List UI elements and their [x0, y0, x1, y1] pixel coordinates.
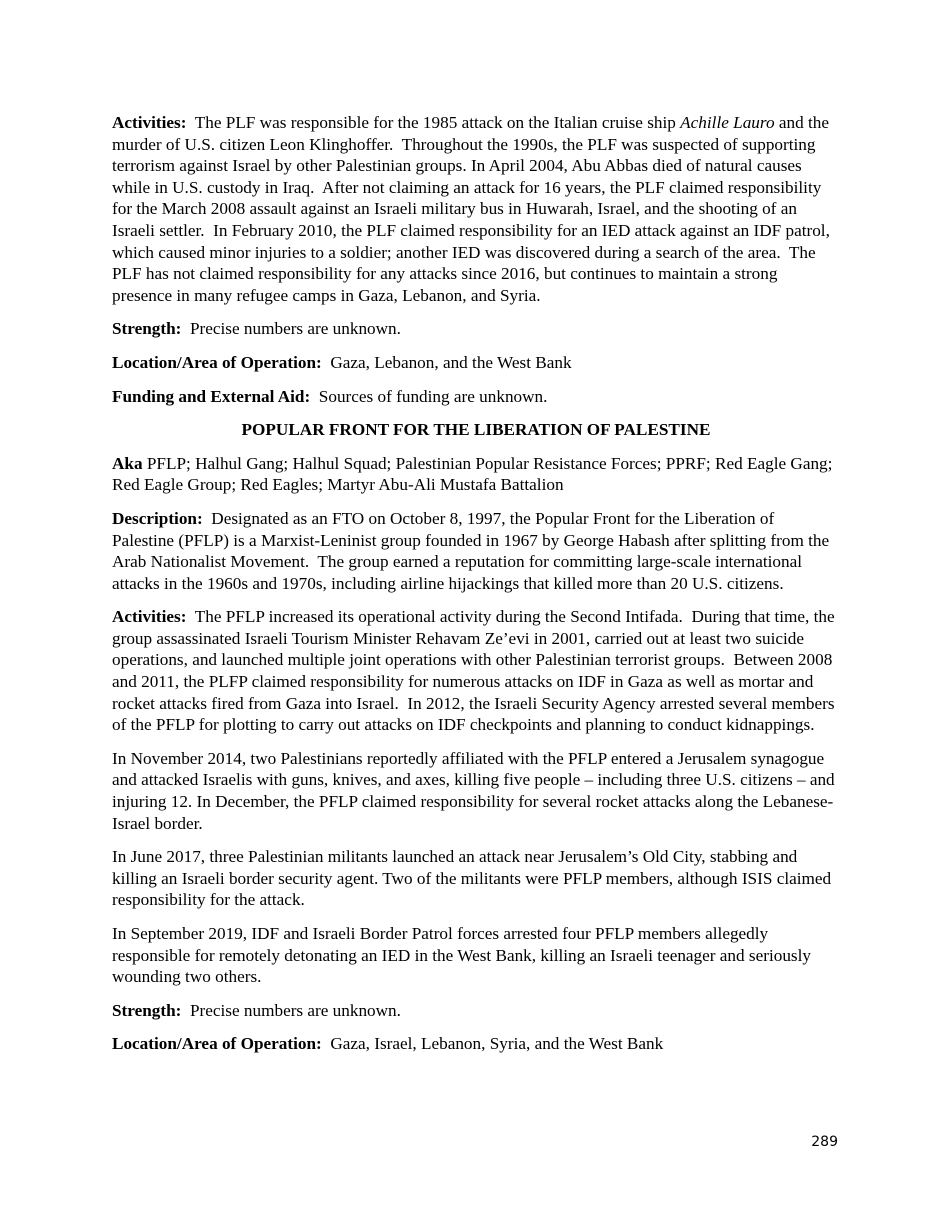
plf-activities-paragraph: [112, 112, 840, 306]
pflp-description-paragraph: [112, 508, 840, 594]
page-number: 289: [811, 1134, 838, 1150]
plf-activities-label: Activities:: [112, 113, 187, 132]
plf-activities-text-end: and the murder of U.S. citizen Leon Klinghoffer. Throughout the 1990s, the PLF was suspected of supporting terrorism against Israel by other Palestinian groups. In April 2004, Abu Abbas died of natural causes while in U.S. custody in Iraq. After not claiming an attack for 16 years, the PLF claimed responsibility for the March 2008 assault against an Israeli military bus in Huwarah, Israel, and the shooting of an Israeli settler. In February 2010, the PLF claimed responsibility for an IED attack against an IDF patrol, which caused minor injuries to a soldier; another IED was discovered during a search of the area. The PLF has not claimed responsibility for any attacks since 2016, but continues to maintain a strong presence in many refugee camps in Gaza, Lebanon, and Syria.: [112, 113, 835, 305]
document-page: [112, 112, 840, 1067]
plf-location-text: Gaza, Lebanon, and the West Bank: [321, 352, 572, 372]
pflp-activities-label: Activities:: [112, 607, 187, 627]
pflp-strength-label: Strength:: [112, 1000, 182, 1020]
pflp-section-heading: POPULAR FRONT FOR THE LIBERATION OF PALESTINE: [241, 420, 711, 440]
ship-name: Achille Lauro: [680, 113, 775, 132]
pflp-location-text: Gaza, Israel, Lebanon, Syria, and the West Bank: [321, 1034, 664, 1054]
pflp-activities-paragraph: [112, 606, 840, 736]
pflp-location-paragraph: [112, 1033, 840, 1055]
plf-location-label: Location/Area of Operation:: [112, 352, 322, 372]
pflp-aka-paragraph: [112, 453, 840, 496]
pflp-paragraph-2019: In September 2019, IDF and Israeli Border Patrol forces arrested four PFLP members allegedly responsible for remotely detonating an IED in the West Bank, killing an Israeli teenager and seriously wounding two others.: [112, 924, 811, 987]
plf-location-paragraph: [112, 352, 840, 374]
pflp-description-label: Description:: [112, 508, 203, 528]
pflp-location-label: Location/Area of Operation:: [112, 1034, 322, 1054]
pflp-activities-text: The PFLP increased its operational activity during the Second Intifada. During that time, the group assassinated Israeli Tourism Minister Rehavam Ze’evi in 2001, carried out at least two suicide operations, and launched multiple joint operations with other Palestinian terrorist groups. Between 2008 and 2011, the PLFP claimed responsibility for numerous attacks on IDF in Gaza as well as mortar and rocket attacks fired from Gaza into Israel. In 2012, the Israeli Security Agency arrested several members of the PFLP for plotting to carry out attacks on IDF checkpoints and planning to conduct kidnappings.: [112, 607, 839, 735]
plf-strength-label: Strength:: [112, 319, 182, 339]
plf-strength-paragraph: [112, 318, 840, 340]
pflp-paragraph-2017: In June 2017, three Palestinian militants launched an attack near Jerusalem’s Old City, stabbing and killing an Israeli border security agent. Two of the militants were PFLP members, although ISIS claimed responsibility for the attack.: [112, 847, 832, 910]
plf-funding-text: Sources of funding are unknown.: [310, 386, 548, 406]
plf-funding-label: Funding and External Aid:: [112, 386, 311, 406]
pflp-aka-label: Aka: [112, 453, 143, 473]
pflp-strength-paragraph: [112, 1000, 840, 1022]
plf-activities-text-start: The PLF was responsible for the 1985 attack on the Italian cruise ship: [186, 113, 681, 132]
pflp-paragraph-2014: In November 2014, two Palestinians reportedly affiliated with the PFLP entered a Jerusalem synagogue and attacked Israelis with guns, knives, and axes, killing five people – including three U.S. citizens – and injuring 12. In December, the PFLP claimed responsibility for several rocket attacks along the Lebanese-Israel border.: [112, 748, 835, 833]
plf-funding-paragraph: [112, 386, 840, 408]
plf-strength-text: Precise numbers are unknown.: [181, 319, 401, 339]
pflp-aka-text: PFLP; Halhul Gang; Halhul Squad; Palestinian Popular Resistance Forces; PPRF; Red Eagle Gang; Red Eagle Group; Red Eagles; Martyr Abu-Ali Mustafa Battalion: [112, 453, 837, 495]
pflp-strength-text: Precise numbers are unknown.: [181, 1000, 401, 1020]
pflp-description-text: Designated as an FTO on October 8, 1997, the Popular Front for the Liberation of Palestine (PFLP) is a Marxist-Leninist group founded in 1967 by George Habash after splitting from the Arab Nationalist Movement. The group earned a reputation for committing large-scale international attacks in the 1960s and 1970s, including airline hijackings that killed more than 20 U.S. citizens.: [112, 508, 833, 593]
